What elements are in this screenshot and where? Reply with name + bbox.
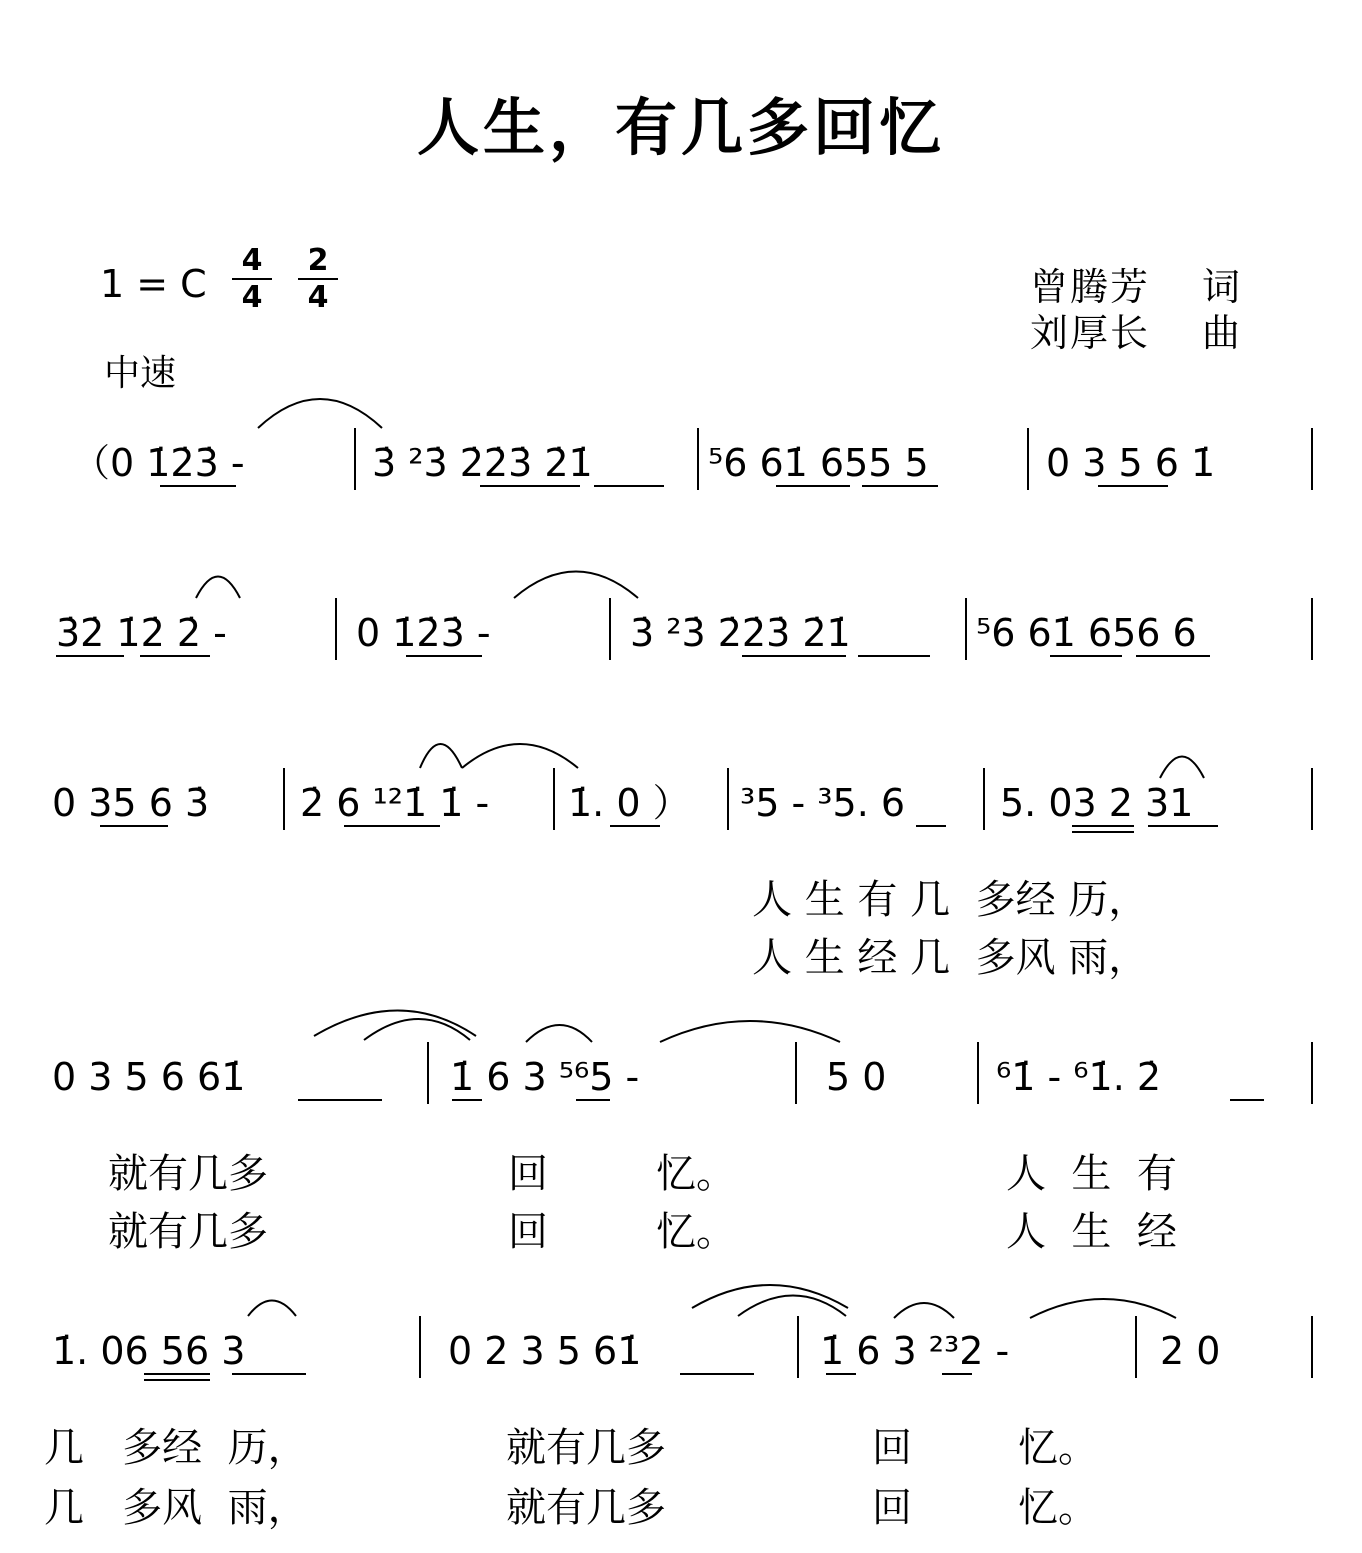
lyric-phrase: 回	[508, 1209, 548, 1255]
slur	[894, 1303, 954, 1318]
measure: 0 35 6 3̇	[52, 781, 210, 825]
measure: 1̇. 06 56 3	[52, 1329, 246, 1373]
lyric-phrase: 回	[872, 1425, 912, 1471]
meter-denominator: 4	[241, 280, 263, 315]
measure: 0 2 3 5 61̇	[448, 1329, 642, 1373]
composer-role: 曲	[1202, 311, 1243, 355]
measure: 5. 03 2 31	[1000, 781, 1194, 825]
lyric-phrase: 就有几多	[108, 1209, 268, 1255]
measure: 0 1̇2̇3̇ -	[356, 611, 491, 655]
lyric-phrase: 人 生 经	[1006, 1209, 1177, 1255]
slur	[514, 572, 638, 599]
measure: 3̇ ²3̇ 2̇2̇3̇ 2̇1̇	[372, 441, 593, 485]
staff-row-3	[52, 744, 1312, 832]
staff-row-5	[52, 1285, 1312, 1380]
slur	[196, 577, 240, 599]
slur	[258, 399, 382, 428]
meter-denominator: 4	[307, 280, 329, 315]
lyric-line: 人 生 有 几 多经 历，	[752, 877, 1149, 923]
measure: 1̇ 6 3 ⁵⁶5 -	[450, 1055, 640, 1099]
measure: 3̇ ²3̇ 2̇2̇3̇ 2̇1̇	[630, 611, 851, 655]
lyric-phrase: 就有几多	[108, 1151, 268, 1197]
lyric-phrase: 忆。	[656, 1209, 736, 1255]
measure: 1̇ 6 3 ²³2 -	[820, 1329, 1010, 1373]
lyric-phrase: 人 生 有	[1006, 1151, 1177, 1197]
song-title: 人生，有几多回忆	[416, 91, 945, 164]
slur	[462, 744, 578, 768]
lyric-line: 人 生 经 几 多风 雨，	[752, 935, 1149, 981]
meter-numerator: 4	[232, 244, 272, 280]
measure: ⁶1̇ - ⁶1̇. 2̇	[996, 1055, 1162, 1099]
lyric-phrase: 几 多经 历，	[44, 1425, 308, 1471]
lyric-phrase: 几 多风 雨，	[44, 1485, 308, 1531]
slur	[420, 744, 462, 768]
staff-row-4	[52, 1011, 1312, 1105]
measure: 2 0	[1160, 1329, 1221, 1373]
measure: ⁵6 61̇ 655 5	[708, 441, 929, 485]
lyric-phrase: 回	[872, 1485, 912, 1531]
staff-row-2	[56, 572, 1312, 661]
slur	[692, 1285, 848, 1308]
measure: （0 1̇2̇3̇ -	[72, 441, 245, 485]
lyric-phrase: 忆。	[656, 1151, 736, 1197]
slur	[248, 1301, 296, 1317]
measure: 0 3 5 6 1̇	[1046, 441, 1216, 485]
measure: 2̇ 6 ¹²1̇ 1̇ -	[300, 781, 490, 825]
measure: 3̇2̇ 1̇2̇ 2̇ -	[56, 611, 227, 655]
meter-numerator: 2	[298, 244, 338, 280]
slur	[526, 1025, 592, 1042]
slur	[364, 1019, 470, 1040]
lyric-phrase: 回	[508, 1151, 548, 1197]
slur	[1030, 1299, 1176, 1318]
measure: 5 0	[826, 1055, 887, 1099]
measure: 1̇. 0 ）	[568, 781, 691, 825]
lyricist-role: 词	[1202, 265, 1243, 309]
measure: ³5 - ³5. 6	[740, 781, 906, 825]
measure: 0 3 5 6 61̇	[52, 1055, 246, 1099]
staff-row-1	[72, 399, 1312, 490]
lyric-phrase: 忆。	[1018, 1485, 1098, 1531]
key-signature: 1 = C	[100, 262, 207, 306]
slur	[660, 1021, 840, 1042]
lyric-phrase: 就有几多	[506, 1425, 666, 1471]
lyric-phrase: 就有几多	[506, 1485, 666, 1531]
lyricist-name: 曾腾芳	[1030, 265, 1151, 309]
tempo-marking: 中速	[104, 353, 177, 394]
composer-name: 刘厚长	[1030, 311, 1151, 355]
measure: ⁵6 61̇ 656 6	[976, 611, 1197, 655]
lyric-phrase: 忆。	[1018, 1425, 1098, 1471]
slur	[1160, 757, 1204, 779]
